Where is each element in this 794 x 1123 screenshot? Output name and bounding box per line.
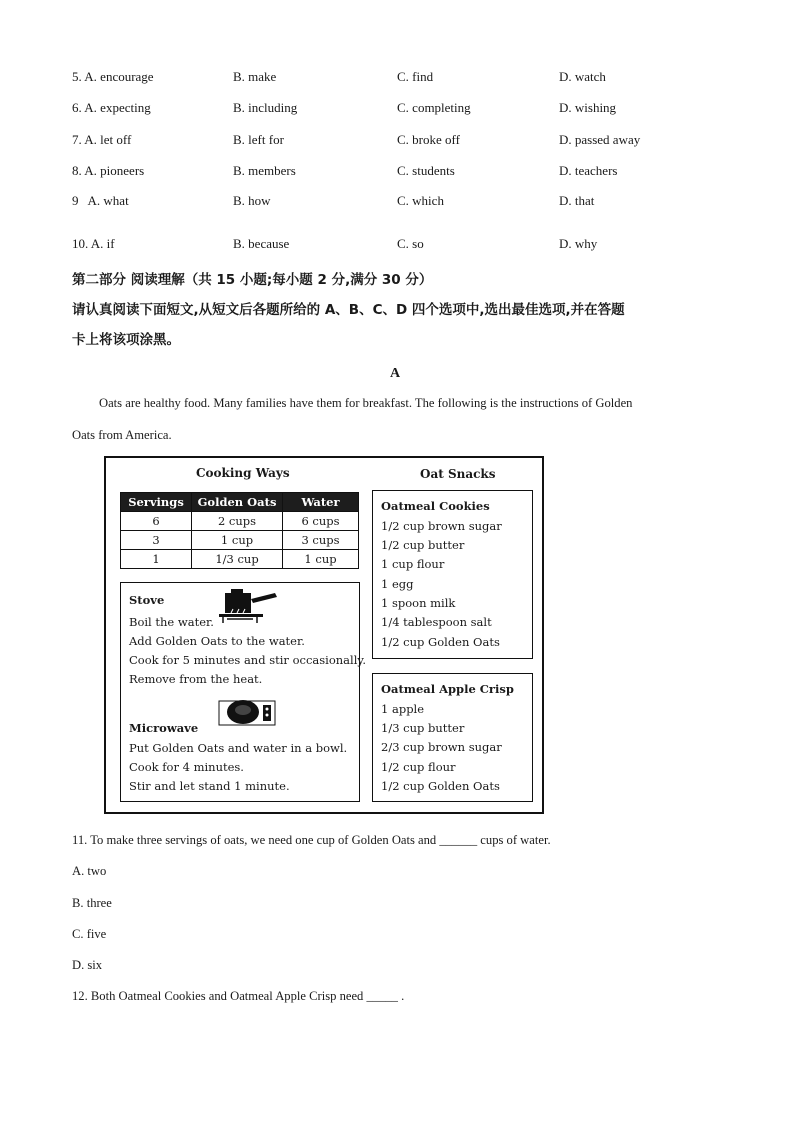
cookies-ingredient: 1 cup flour [381,557,445,571]
option-a: 9 A. what [72,193,129,208]
crisp-ingredient: 1/2 cup Golden Oats [381,779,500,793]
stove-step: Cook for 5 minutes and stir occasionally. [129,653,366,667]
section-instruction-1: 请认真阅读下面短文,从短文后各题所给的 A、B、C、D 四个选项中,选出最佳选项,并在答题 [72,302,625,318]
option-c: C. students [397,163,455,178]
table-row [121,550,359,569]
cookies-ingredient: 1 spoon milk [381,596,456,610]
option-d: D. passed away [559,132,641,147]
passage-letter: A [390,366,401,381]
option-c: C. which [397,193,444,208]
crisp-ingredient: 2/3 cup brown sugar [381,740,502,754]
option-a: 10. A. if [72,236,115,251]
option-d: D. why [559,236,598,251]
passage-line-2: Oats from America. [72,428,172,442]
crisp-ingredient: 1/2 cup flour [381,760,456,774]
microwave-step: Stir and let stand 1 minute. [129,779,290,793]
table-header: Water [283,493,359,512]
option-c: C. completing [397,100,471,115]
options-row-5 [72,69,732,87]
oats-instructions-figure [104,456,544,814]
servings-table [120,492,359,569]
question-11-option: D. six [72,958,103,972]
table-header: Servings [121,493,192,512]
table-cell: 6 [121,512,192,531]
stove-heading: Stove [129,593,165,607]
table-cell: 1 [121,550,192,569]
cookies-ingredient: 1/4 tablespoon salt [381,615,492,629]
question-11-option: C. five [72,927,107,941]
stove-step: Remove from the heat. [129,672,263,686]
section-instruction-2: 卡上将该项涂黑。 [72,332,180,348]
options-row-9 [72,193,732,211]
options-row-7 [72,132,732,150]
crisp-ingredient: 1/3 cup butter [381,721,465,735]
microwave-heading: Microwave [129,721,199,735]
question-11-option: B. three [72,896,112,910]
stove-step: Add Golden Oats to the water. [129,634,305,648]
option-b: B. including [233,100,298,115]
option-a: 8. A. pioneers [72,163,145,178]
cookies-ingredient: 1 egg [381,577,414,591]
option-a: 5. A. encourage [72,69,154,84]
question-11: 11. To make three servings of oats, we need one cup of Golden Oats and ______ cups of water. [72,833,551,847]
option-c: C. so [397,236,424,251]
table-cell: 3 [121,531,192,550]
cookies-ingredient: 1/2 cup brown sugar [381,519,502,533]
question-12: 12. Both Oatmeal Cookies and Oatmeal Apple Crisp need _____ . [72,989,405,1003]
options-row-8 [72,163,732,181]
microwave-step: Put Golden Oats and water in a bowl. [129,741,348,755]
stove-pot-icon [217,589,281,625]
option-b: B. left for [233,132,284,147]
passage-line-1: Oats are healthy food. Many families have them for breakfast. The following is the instructions of Golden [99,396,633,410]
microwave-step: Cook for 4 minutes. [129,760,244,774]
microwave-bowl-icon [217,695,279,729]
stove-step: Boil the water. [129,615,214,629]
table-header-row [121,493,359,512]
crisp-heading: Oatmeal Apple Crisp [381,682,514,696]
option-b: B. make [233,69,277,84]
options-row-6 [72,100,732,118]
table-row [121,531,359,550]
option-d: D. wishing [559,100,617,115]
option-a: 7. A. let off [72,132,132,147]
table-cell: 2 cups [192,512,283,531]
table-cell: 1 cup [283,550,359,569]
cooking-ways-title: Cooking Ways [196,466,290,480]
option-d: D. teachers [559,163,618,178]
options-row-10 [72,236,732,254]
table-cell: 6 cups [283,512,359,531]
question-11-option: A. two [72,864,107,878]
option-a: 6. A. expecting [72,100,151,115]
oat-snacks-title: Oat Snacks [420,467,496,481]
cooking-methods-box [120,582,366,802]
oatmeal-apple-crisp-box [372,673,533,802]
cookies-ingredient: 1/2 cup Golden Oats [381,635,500,649]
table-cell: 1/3 cup [192,550,283,569]
option-b: B. members [233,163,296,178]
option-d: D. watch [559,69,606,84]
table-cell: 1 cup [192,531,283,550]
cookies-heading: Oatmeal Cookies [381,499,490,513]
cookies-ingredient: 1/2 cup butter [381,538,465,552]
section-heading: 第二部分 阅读理解（共 15 小题;每小题 2 分,满分 30 分） [72,272,433,288]
table-header: Golden Oats [192,493,283,512]
option-b: B. how [233,193,271,208]
table-row [121,512,359,531]
option-c: C. broke off [397,132,460,147]
option-b: B. because [233,236,290,251]
table-cell: 3 cups [283,531,359,550]
option-c: C. find [397,69,434,84]
option-d: D. that [559,193,595,208]
oatmeal-cookies-box [372,490,533,659]
crisp-ingredient: 1 apple [381,702,425,716]
